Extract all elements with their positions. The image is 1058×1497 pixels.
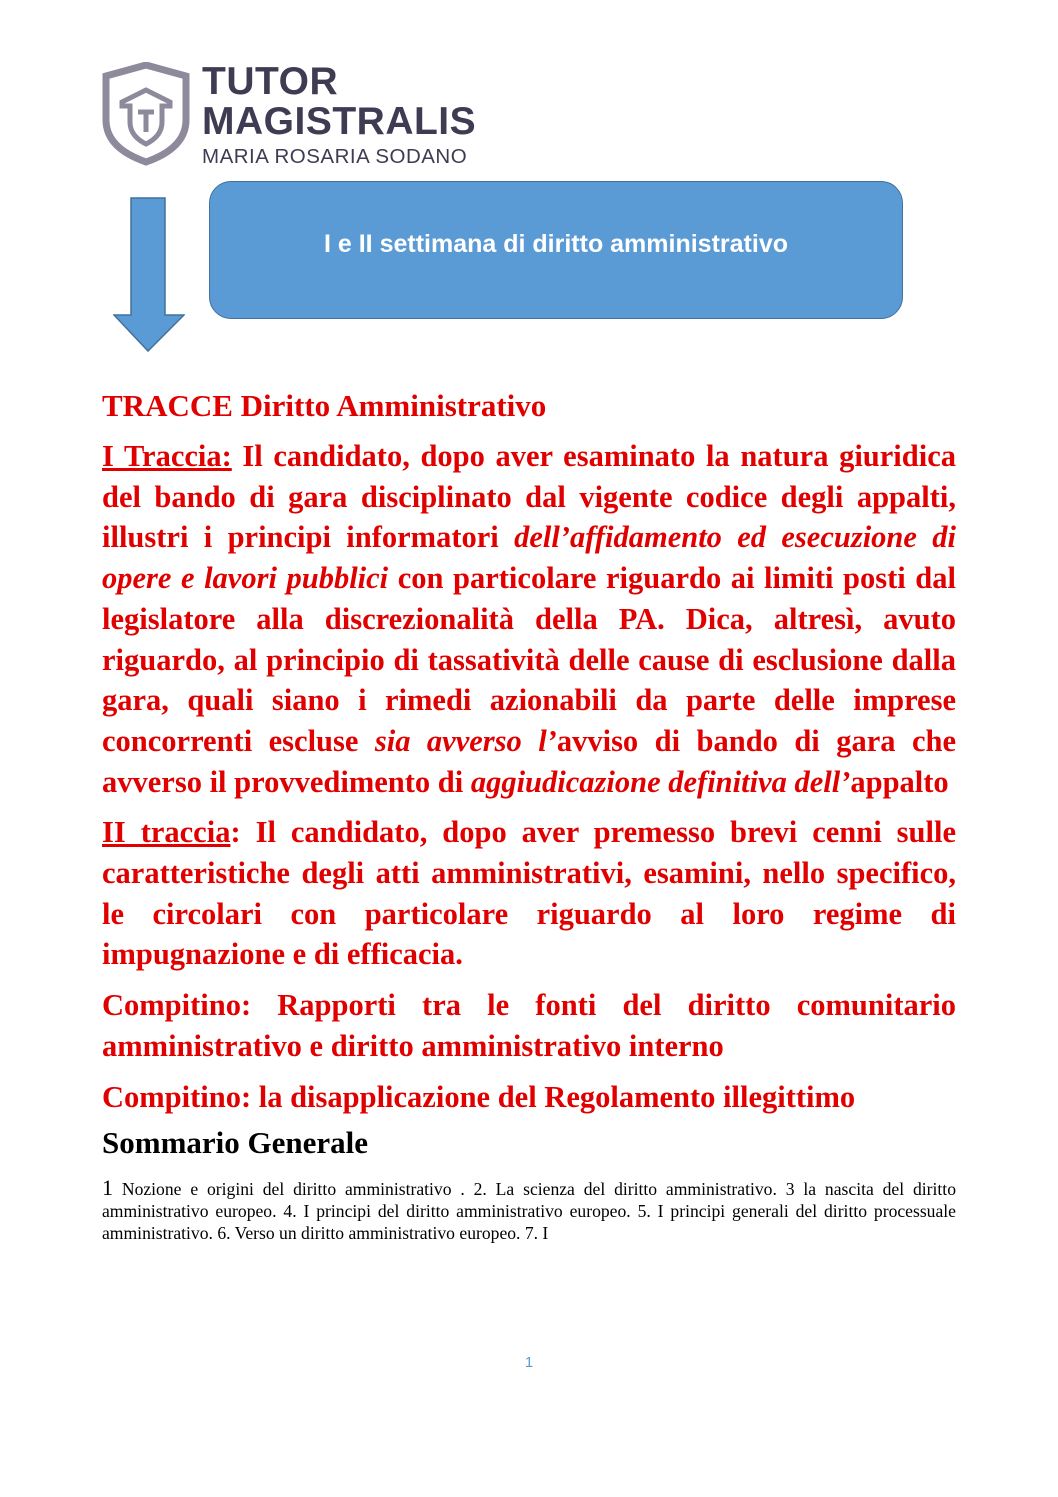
compitino-1: Compitino: Rapporti tra le fonti del diritto comunitario amministrativo e diritto amministrativo interno (102, 988, 956, 1063)
document-body (102, 386, 956, 1244)
traccia-1-text-4: appalto (850, 764, 949, 799)
page-number: 1 (524, 1354, 534, 1371)
arrow-down-icon (113, 197, 185, 353)
traccia-1-italic-3: aggiudicazione definitiva dell’ (470, 764, 851, 799)
logo-text (202, 62, 476, 169)
summary-text (102, 1177, 956, 1244)
traccia-1 (102, 436, 956, 802)
logo-line1: TUTOR (202, 60, 339, 103)
traccia-1-italic-2: sia avverso l’ (374, 723, 557, 758)
summary-heading: Sommario Generale (102, 1125, 369, 1161)
traccia-2 (102, 812, 956, 975)
traccia-2-text: : Il candidato, dopo aver premesso brevi cenni sulle caratteristiche degli atti amministrativi, esamini, nello specifico, le circolari con particolare riguardo al loro regime di impugnazione e di efficacia. (102, 815, 956, 972)
logo (100, 62, 500, 172)
title-banner (209, 181, 903, 319)
traccia-1-label: I Traccia: (102, 439, 232, 473)
summary-body: Nozione e origini del diritto amministrativo . 2. La scienza del diritto amministrativo. 3 la nascita del diritto amministrativo europeo. 4. I principi del diritto amministrativo europeo. 5. I principi generali del diritto processuale amministrativo. 6. Verso un diritto amministrativo europeo. 7. I (102, 1179, 956, 1244)
summary-number: 1 (102, 1175, 113, 1201)
compitino-2: Compitino: la disapplicazione del Regolamento illegittimo (102, 1079, 856, 1114)
shield-icon (100, 62, 192, 166)
logo-subtitle: MARIA ROSARIA SODANO (202, 145, 468, 168)
section-heading: TRACCE Diritto Amministrativo (102, 388, 547, 423)
traccia-1-text-1: Il candidato, dopo aver esaminato la natura giuridica del bando di gara disciplinato dal vigente codice degli appalti, illustri i principi informatori (102, 439, 956, 555)
traccia-1-text-2: con particolare riguardo ai limiti posti dal legislatore alla discrezionalità della PA. Dica, altresì, avuto riguardo, al principio di tassatività delle cause di esclusione dalla gara, quali siano i rimedi azionabili da parte delle imprese concorrenti escluse (102, 561, 956, 758)
banner-title: I e II settimana di diritto amministrativo (324, 230, 788, 258)
traccia-1-text-3: avviso di bando di gara che avverso il provvedimento di (102, 723, 956, 799)
traccia-1-italic-1: dell’affidamento ed esecuzione di opere e lavori pubblici (102, 520, 956, 596)
logo-line2: MAGISTRALIS (202, 100, 477, 143)
traccia-2-label: II traccia (102, 815, 231, 850)
